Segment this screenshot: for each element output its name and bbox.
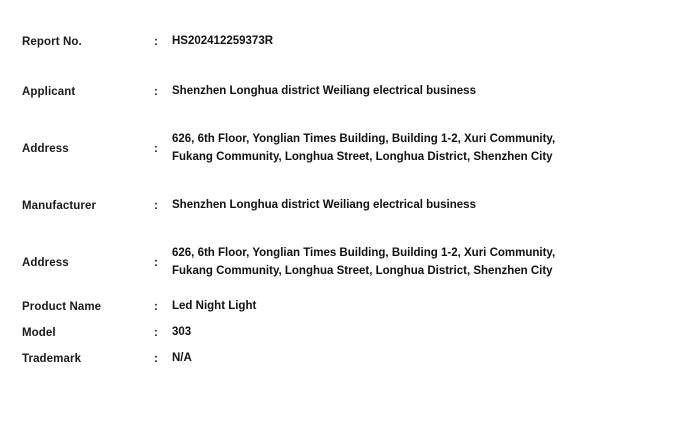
field-value-line: N/A [172, 352, 192, 365]
field-value [172, 118, 655, 180]
table-row [22, 18, 655, 66]
report-details-table [22, 18, 655, 372]
field-value-line: Shenzhen Longhua district Weiliang electrical business [172, 85, 476, 98]
table-row [22, 66, 655, 118]
field-label: Trademark [22, 353, 82, 365]
table-row [22, 232, 655, 294]
field-label: Model [22, 327, 56, 339]
field-label: Report No. [22, 36, 82, 48]
field-separator: : [154, 327, 158, 339]
table-row [22, 320, 655, 346]
field-label: Address [22, 257, 69, 269]
field-value-line: Led Night Light [172, 300, 257, 313]
field-label: Manufacturer [22, 200, 97, 212]
field-value-line: 303 [172, 326, 192, 339]
field-separator: : [154, 257, 158, 269]
field-value-line: Shenzhen Longhua district Weiliang electrical business [172, 199, 476, 212]
field-separator: : [154, 36, 158, 48]
table-row [22, 346, 655, 372]
field-value-line: 626, 6th Floor, Yonglian Times Building, Building 1-2, Xuri Community, [172, 247, 556, 260]
table-row [22, 294, 655, 320]
field-separator: : [154, 353, 158, 365]
field-value-line: Fukang Community, Longhua Street, Longhua District, Shenzhen City [172, 151, 553, 163]
field-value-line: 626, 6th Floor, Yonglian Times Building, Building 1-2, Xuri Community, [172, 133, 556, 146]
field-separator: : [154, 143, 158, 155]
field-label: Product Name [22, 301, 102, 313]
field-label: Applicant [22, 86, 76, 98]
field-separator: : [154, 200, 158, 212]
table-row [22, 180, 655, 232]
field-value [172, 320, 655, 346]
field-value [172, 294, 655, 320]
field-value [172, 66, 655, 118]
field-value [172, 180, 655, 232]
field-separator: : [154, 301, 158, 313]
field-value-line: HS202412259373R [172, 35, 274, 48]
field-value [172, 346, 655, 372]
field-separator: : [154, 86, 158, 98]
field-value [172, 18, 655, 66]
table-row [22, 118, 655, 180]
field-value-line: Fukang Community, Longhua Street, Longhua District, Shenzhen City [172, 265, 553, 277]
field-label: Address [22, 143, 69, 155]
report-details-body [22, 18, 655, 372]
field-value [172, 232, 655, 294]
